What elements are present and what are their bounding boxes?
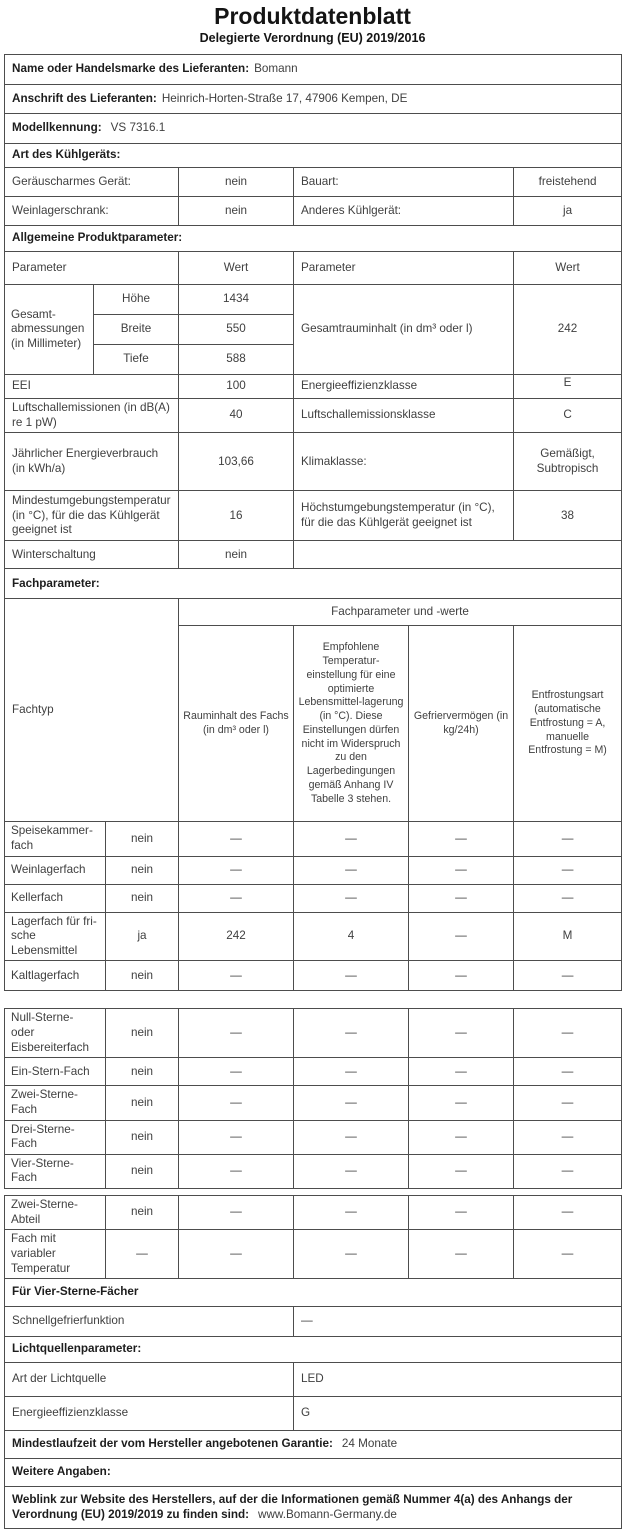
- model-value: VS 7316.1: [110, 121, 166, 135]
- cell-value: —: [409, 1154, 514, 1188]
- weblink-label: Weblink zur Website des Herstellers, auf der die Informationen gemäß Nummer 4(a) des Anhangs der Verordnung (EU) 2019/2019 zu finden sind:: [12, 1493, 573, 1521]
- device-type-row: [5, 197, 622, 226]
- field-value: nein: [179, 197, 294, 226]
- field-label: Winterschaltung: [5, 541, 179, 569]
- parameter-row: [5, 399, 622, 433]
- model-cell: [5, 114, 622, 144]
- column-header: Rauminhalt des Fachs (in dm³ oder l): [179, 626, 294, 822]
- cell-value: —: [514, 1058, 622, 1086]
- cell-value: —: [514, 1196, 622, 1230]
- fach-section-header: Fachparameter:: [5, 569, 622, 599]
- dimension-name: Tiefe: [94, 345, 179, 375]
- supplier-name-cell: [5, 55, 622, 85]
- page-subtitle: Delegierte Verordnung (EU) 2019/2016: [199, 31, 426, 46]
- fach-group-header: Fachparameter und -werte: [179, 599, 622, 626]
- column-header: Parameter: [5, 252, 179, 285]
- field-value: C: [514, 399, 622, 433]
- fach-group-header-row: [5, 599, 622, 626]
- datasheet-star-table: [4, 1008, 622, 1189]
- parameter-row: [5, 433, 622, 491]
- light-row: [5, 1363, 622, 1397]
- compartment-row: [5, 884, 622, 912]
- compartment-name: Speisekammer-fach: [5, 822, 106, 856]
- light-header-row: [5, 1337, 622, 1363]
- field-value: —: [294, 1307, 622, 1337]
- warranty-label: Mindestlaufzeit der vom Hersteller angebotenen Garantie:: [12, 1437, 333, 1451]
- cell-value: —: [409, 822, 514, 856]
- field-label: Höchstumgebungstemperatur (in °C), für die das Kühlgerät geeignet ist: [294, 491, 514, 541]
- compartment-name: Zwei-Sterne-Abteil: [5, 1196, 106, 1230]
- dimension-value: 588: [179, 345, 294, 375]
- dimension-row: [5, 285, 622, 315]
- field-label: Luftschallemissionsklasse: [294, 399, 514, 433]
- compartment-row: [5, 912, 622, 961]
- cell-value: nein: [106, 884, 179, 912]
- warranty-value: 24 Monate: [341, 1437, 398, 1451]
- cell-value: —: [514, 1009, 622, 1058]
- cell-value: nein: [106, 1196, 179, 1230]
- device-type-section-header: Art des Kühlgeräts:: [5, 144, 622, 168]
- field-value: 16: [179, 491, 294, 541]
- compartment-row: [5, 822, 622, 856]
- cell-value: nein: [106, 961, 179, 991]
- compartment-row: [5, 1230, 622, 1279]
- warranty-cell: [5, 1431, 622, 1459]
- empty-cell: [294, 541, 622, 569]
- parameter-row: [5, 491, 622, 541]
- field-label: Schnellgefrierfunktion: [5, 1307, 294, 1337]
- datasheet-footer-table: [4, 1195, 622, 1529]
- field-value: G: [294, 1397, 622, 1431]
- cell-value: ja: [106, 912, 179, 961]
- compartment-name: Fach mit variabler Temperatur: [5, 1230, 106, 1279]
- compartment-row: [5, 1058, 622, 1086]
- cell-value: —: [294, 856, 409, 884]
- weblink-cell: [5, 1487, 622, 1529]
- field-label: Mindestumgebungstemperatur (in °C), für die das Kühlgerät geeignet ist: [5, 491, 179, 541]
- weblink-row: [5, 1487, 622, 1529]
- general-columns-row: [5, 252, 622, 285]
- column-header: Wert: [514, 252, 622, 285]
- cell-value: 4: [294, 912, 409, 961]
- model-label: Modellkennung:: [12, 121, 102, 135]
- dimension-value: 1434: [179, 285, 294, 315]
- cell-value: —: [294, 1120, 409, 1154]
- cell-value: —: [514, 1120, 622, 1154]
- cell-value: —: [179, 1086, 294, 1120]
- general-section-header: Allgemeine Produktparameter:: [5, 226, 622, 252]
- four-star-header-row: [5, 1279, 622, 1307]
- field-value: 103,66: [179, 433, 294, 491]
- cell-value: —: [294, 1086, 409, 1120]
- weblink-value: www.Bomann-Germany.de: [258, 1507, 397, 1521]
- field-label: EEI: [5, 375, 179, 399]
- datasheet-main-table: [4, 54, 622, 991]
- device-type-row: [5, 168, 622, 197]
- compartment-name: Kellerfach: [5, 884, 106, 912]
- cell-value: —: [179, 1230, 294, 1279]
- field-value: freistehend: [514, 168, 622, 197]
- column-header: Entfrostungsart (automatische Entfrostung = A, manuelle Entfrostung = M): [514, 626, 622, 822]
- supplier-name-row: [5, 55, 622, 85]
- field-value: LED: [294, 1363, 622, 1397]
- cell-value: —: [409, 1086, 514, 1120]
- field-label: Luftschallemissionen (in dB(A) re 1 pW): [5, 399, 179, 433]
- field-label: Weinlagerschrank:: [5, 197, 179, 226]
- fachtyp-header: Fachtyp: [5, 599, 179, 822]
- cell-value: —: [179, 856, 294, 884]
- supplier-address-row: [5, 85, 622, 114]
- cell-value: —: [514, 1154, 622, 1188]
- page-title: Produktdatenblatt: [214, 3, 411, 29]
- compartment-row: [5, 856, 622, 884]
- cell-value: nein: [106, 822, 179, 856]
- cell-value: 242: [179, 912, 294, 961]
- cell-value: —: [179, 1120, 294, 1154]
- field-value: 100: [179, 375, 294, 399]
- field-label: Bauart:: [294, 168, 514, 197]
- dimension-name: Breite: [94, 315, 179, 345]
- dimensions-label: Gesamt-abmessungen (in Millimeter): [5, 285, 94, 375]
- general-header-row: [5, 226, 622, 252]
- compartment-name: Zwei-Sterne-Fach: [5, 1086, 106, 1120]
- cell-value: M: [514, 912, 622, 961]
- cell-value: —: [409, 1196, 514, 1230]
- extra-section-header: Weitere Angaben:: [5, 1459, 622, 1487]
- extra-header-row: [5, 1459, 622, 1487]
- product-datasheet: [0, 3, 625, 1529]
- compartment-name: Kaltlagerfach: [5, 961, 106, 991]
- field-value: nein: [179, 168, 294, 197]
- cell-value: —: [514, 1086, 622, 1120]
- cell-value: —: [294, 1230, 409, 1279]
- cell-value: —: [294, 822, 409, 856]
- field-label: Art der Lichtquelle: [5, 1363, 294, 1397]
- compartment-name: Weinlagerfach: [5, 856, 106, 884]
- cell-value: nein: [106, 1154, 179, 1188]
- field-label: Energieeffizienzklasse: [294, 375, 514, 399]
- cell-value: —: [294, 1058, 409, 1086]
- column-header: Parameter: [294, 252, 514, 285]
- total-volume-value: 242: [514, 285, 622, 375]
- cell-value: —: [409, 884, 514, 912]
- cell-value: —: [179, 961, 294, 991]
- table-gap: [0, 991, 625, 1008]
- cell-value: —: [409, 912, 514, 961]
- column-header: Gefriervermögen (in kg/24h): [409, 626, 514, 822]
- cell-value: —: [294, 1196, 409, 1230]
- cell-value: —: [514, 884, 622, 912]
- supplier-name-label: Name oder Handelsmarke des Lieferanten:: [12, 62, 250, 76]
- cell-value: nein: [106, 856, 179, 884]
- compartment-row: [5, 1009, 622, 1058]
- compartment-name: Drei-Sterne-Fach: [5, 1120, 106, 1154]
- field-label: Geräuscharmes Gerät:: [5, 168, 179, 197]
- cell-value: —: [409, 961, 514, 991]
- compartment-name: Null-Sterne- oder Eisbereiterfach: [5, 1009, 106, 1058]
- cell-value: —: [294, 1154, 409, 1188]
- dimension-value: 550: [179, 315, 294, 345]
- cell-value: nein: [106, 1009, 179, 1058]
- column-header: Wert: [179, 252, 294, 285]
- field-value: 38: [514, 491, 622, 541]
- fach-header-row: [5, 569, 622, 599]
- model-row: [5, 114, 622, 144]
- compartment-row: [5, 1154, 622, 1188]
- cell-value: —: [294, 884, 409, 912]
- compartment-name: Vier-Sterne-Fach: [5, 1154, 106, 1188]
- cell-value: —: [514, 856, 622, 884]
- cell-value: —: [409, 1230, 514, 1279]
- compartment-row: [5, 1086, 622, 1120]
- cell-value: —: [179, 1196, 294, 1230]
- field-label: Energieeffizienzklasse: [5, 1397, 294, 1431]
- cell-value: —: [294, 1009, 409, 1058]
- cell-value: —: [179, 822, 294, 856]
- total-volume-label: Gesamtrauminhalt (in dm³ oder l): [294, 285, 514, 375]
- cell-value: —: [514, 1230, 622, 1279]
- cell-value: nein: [106, 1058, 179, 1086]
- cell-value: —: [514, 822, 622, 856]
- warranty-row: [5, 1431, 622, 1459]
- supplier-name-value: Bomann: [254, 62, 298, 76]
- dimension-name: Höhe: [94, 285, 179, 315]
- parameter-row: [5, 375, 622, 399]
- compartment-name: Lagerfach für fri-sche Lebensmittel: [5, 912, 106, 961]
- cell-value: —: [179, 1154, 294, 1188]
- cell-value: —: [179, 884, 294, 912]
- field-label: Jährlicher Energieverbrauch (in kWh/a): [5, 433, 179, 491]
- supplier-address-value: Heinrich-Horten-Straße 17, 47906 Kempen, DE: [161, 91, 408, 105]
- compartment-row: [5, 1120, 622, 1154]
- cell-value: nein: [106, 1120, 179, 1154]
- compartment-row: [5, 1196, 622, 1230]
- field-value: ja: [514, 197, 622, 226]
- field-value: nein: [179, 541, 294, 569]
- device-type-header-row: [5, 144, 622, 168]
- column-header: Empfohlene Temperatur-einstellung für eine optimierte Lebensmittel-lagerung (in °C). Diese Einstellungen dürfen nicht im Widerspruch zu den Lagerbedingungen gemäß Anhang IV Tabelle 3 stehen.: [294, 626, 409, 822]
- cell-value: —: [409, 1009, 514, 1058]
- four-star-section-header: Für Vier-Sterne-Fächer: [5, 1279, 622, 1307]
- quick-freeze-row: [5, 1307, 622, 1337]
- supplier-address-label: Anschrift des Lieferanten:: [12, 91, 157, 105]
- cell-value: —: [514, 961, 622, 991]
- cell-value: —: [179, 1058, 294, 1086]
- cell-value: —: [409, 1058, 514, 1086]
- cell-value: —: [409, 1120, 514, 1154]
- cell-value: —: [179, 1009, 294, 1058]
- cell-value: nein: [106, 1086, 179, 1120]
- light-row: [5, 1397, 622, 1431]
- cell-value: —: [294, 961, 409, 991]
- winter-setting-row: [5, 541, 622, 569]
- field-value: 40: [179, 399, 294, 433]
- field-label: Klimaklasse:: [294, 433, 514, 491]
- supplier-address-cell: [5, 85, 622, 114]
- cell-value: —: [409, 856, 514, 884]
- compartment-name: Ein-Stern-Fach: [5, 1058, 106, 1086]
- field-value: E: [514, 375, 622, 399]
- cell-value: —: [106, 1230, 179, 1279]
- field-value: Gemäßigt, Subtropisch: [514, 433, 622, 491]
- field-label: Anderes Kühlgerät:: [294, 197, 514, 226]
- light-section-header: Lichtquellenparameter:: [5, 1337, 622, 1363]
- compartment-row: [5, 961, 622, 991]
